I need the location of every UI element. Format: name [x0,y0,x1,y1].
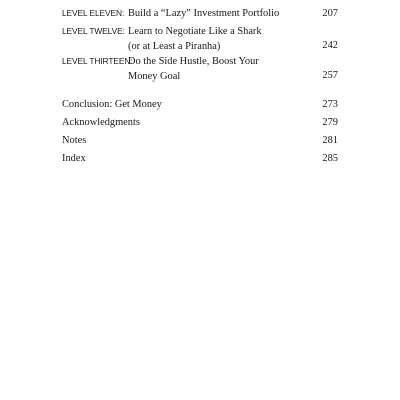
page-number: 285 [322,153,338,164]
toc-entry-acknowledgments [62,115,338,130]
level-title-line: Build a “Lazy” Investment Portfolio [128,8,280,19]
page-number: 279 [322,117,338,128]
level-label: LEVEL THIRTEEN: [62,56,133,66]
level-title-line: Do the Side Hustle, Boost Your [128,56,259,67]
toc-entry-level-twelve [62,24,338,54]
level-label: LEVEL ELEVEN: [62,8,125,18]
level-title-line: Learn to Negotiate Like a Shark [128,26,262,37]
toc-entry-level-eleven [62,6,338,21]
page-number: 242 [322,40,338,51]
entry-title: Index [62,153,86,164]
toc-entry-level-thirteen [62,54,338,84]
page-number: 207 [322,8,338,19]
toc-entry-index [62,151,338,166]
page-number: 281 [322,135,338,146]
toc-entry-notes [62,133,338,148]
level-title-line: (or at Least a Piranha) [128,41,221,52]
level-title [128,54,259,84]
entry-title: Conclusion: Get Money [62,99,162,110]
level-title [128,24,262,54]
page-number: 257 [322,70,338,81]
level-title-line: Money Goal [128,71,181,82]
entry-title: Acknowledgments [62,117,140,128]
page-number: 273 [322,99,338,110]
entry-title: Notes [62,135,87,146]
level-label: LEVEL TWELVE: [62,26,125,36]
level-title [128,6,279,21]
toc-entry-conclusion [62,97,338,112]
